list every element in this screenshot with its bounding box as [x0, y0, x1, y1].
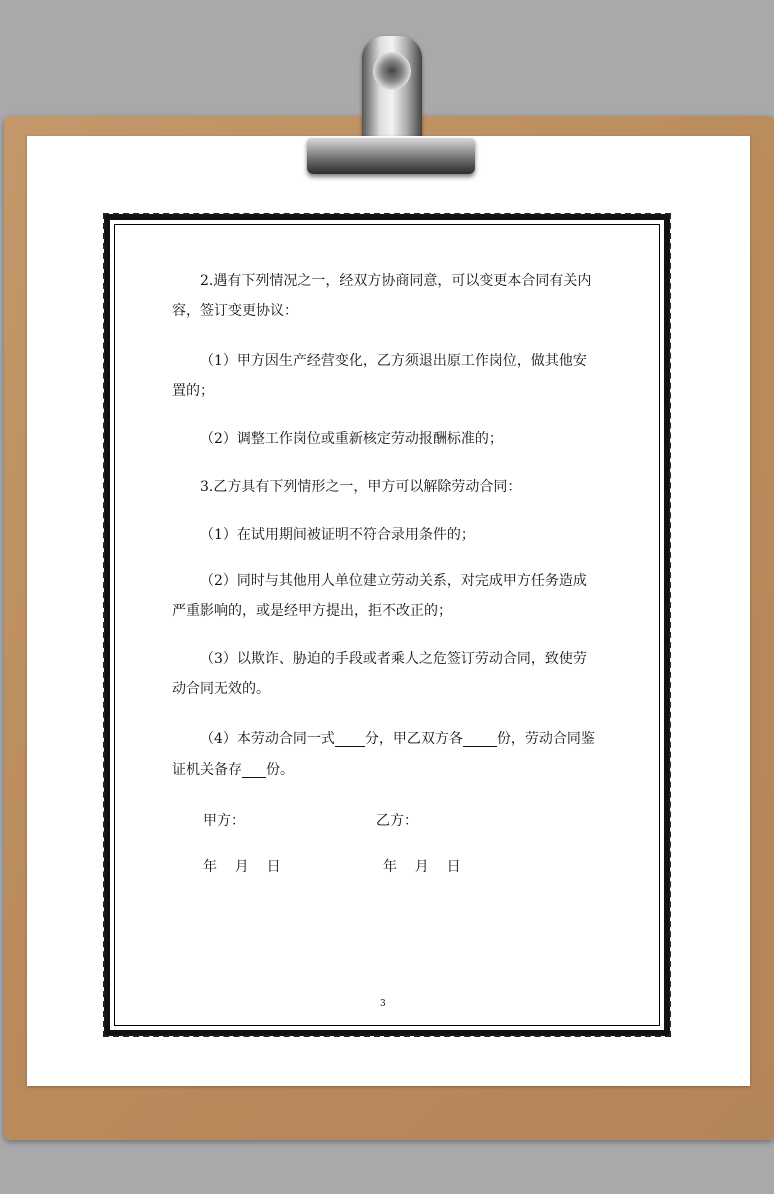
clause-4: （4）本劳动合同一式 分，甲乙双方各 份，劳动合同鉴 证机关备存 份。 — [172, 731, 595, 778]
copies-each-blank — [463, 732, 497, 747]
binder-clip — [307, 138, 475, 174]
party-b-label: 乙方： — [376, 813, 418, 829]
clause-2-item-2: （2）调整工作岗位或重新核定劳动报酬标准的； — [200, 431, 503, 447]
clause-2-item-1: （1）甲方因生产经营变化，乙方须退出原工作岗位，做其他安 置的； — [172, 353, 587, 399]
page-number: 3 — [380, 999, 386, 1009]
party-a-label: 甲方： — [203, 813, 245, 829]
party-a-date: 年 月 日 — [203, 859, 281, 875]
page-border — [104, 214, 670, 1036]
party-b-date: 年 月 日 — [383, 859, 461, 875]
clip-hinge — [373, 52, 411, 90]
clause-3: 3.乙方具有下列情形之一，甲方可以解除劳动合同： — [200, 479, 522, 495]
clause-3-item-1: （1）在试用期间被证明不符合录用条件的； — [200, 527, 475, 543]
copies-total-blank — [335, 732, 365, 747]
clause-3-item-3: （3）以欺诈、胁迫的手段或者乘人之危签订劳动合同，致使劳 动合同无效的。 — [172, 651, 587, 697]
copies-archive-blank — [242, 763, 266, 778]
clause-3-item-2: （2）同时与其他用人单位建立劳动关系，对完成甲方任务造成 严重影响的，或是经甲方提出，拒不改正的； — [172, 573, 587, 619]
clause-2: 2.遇有下列情况之一，经双方协商同意，可以变更本合同有关内 容，签订变更协议： — [172, 273, 592, 319]
